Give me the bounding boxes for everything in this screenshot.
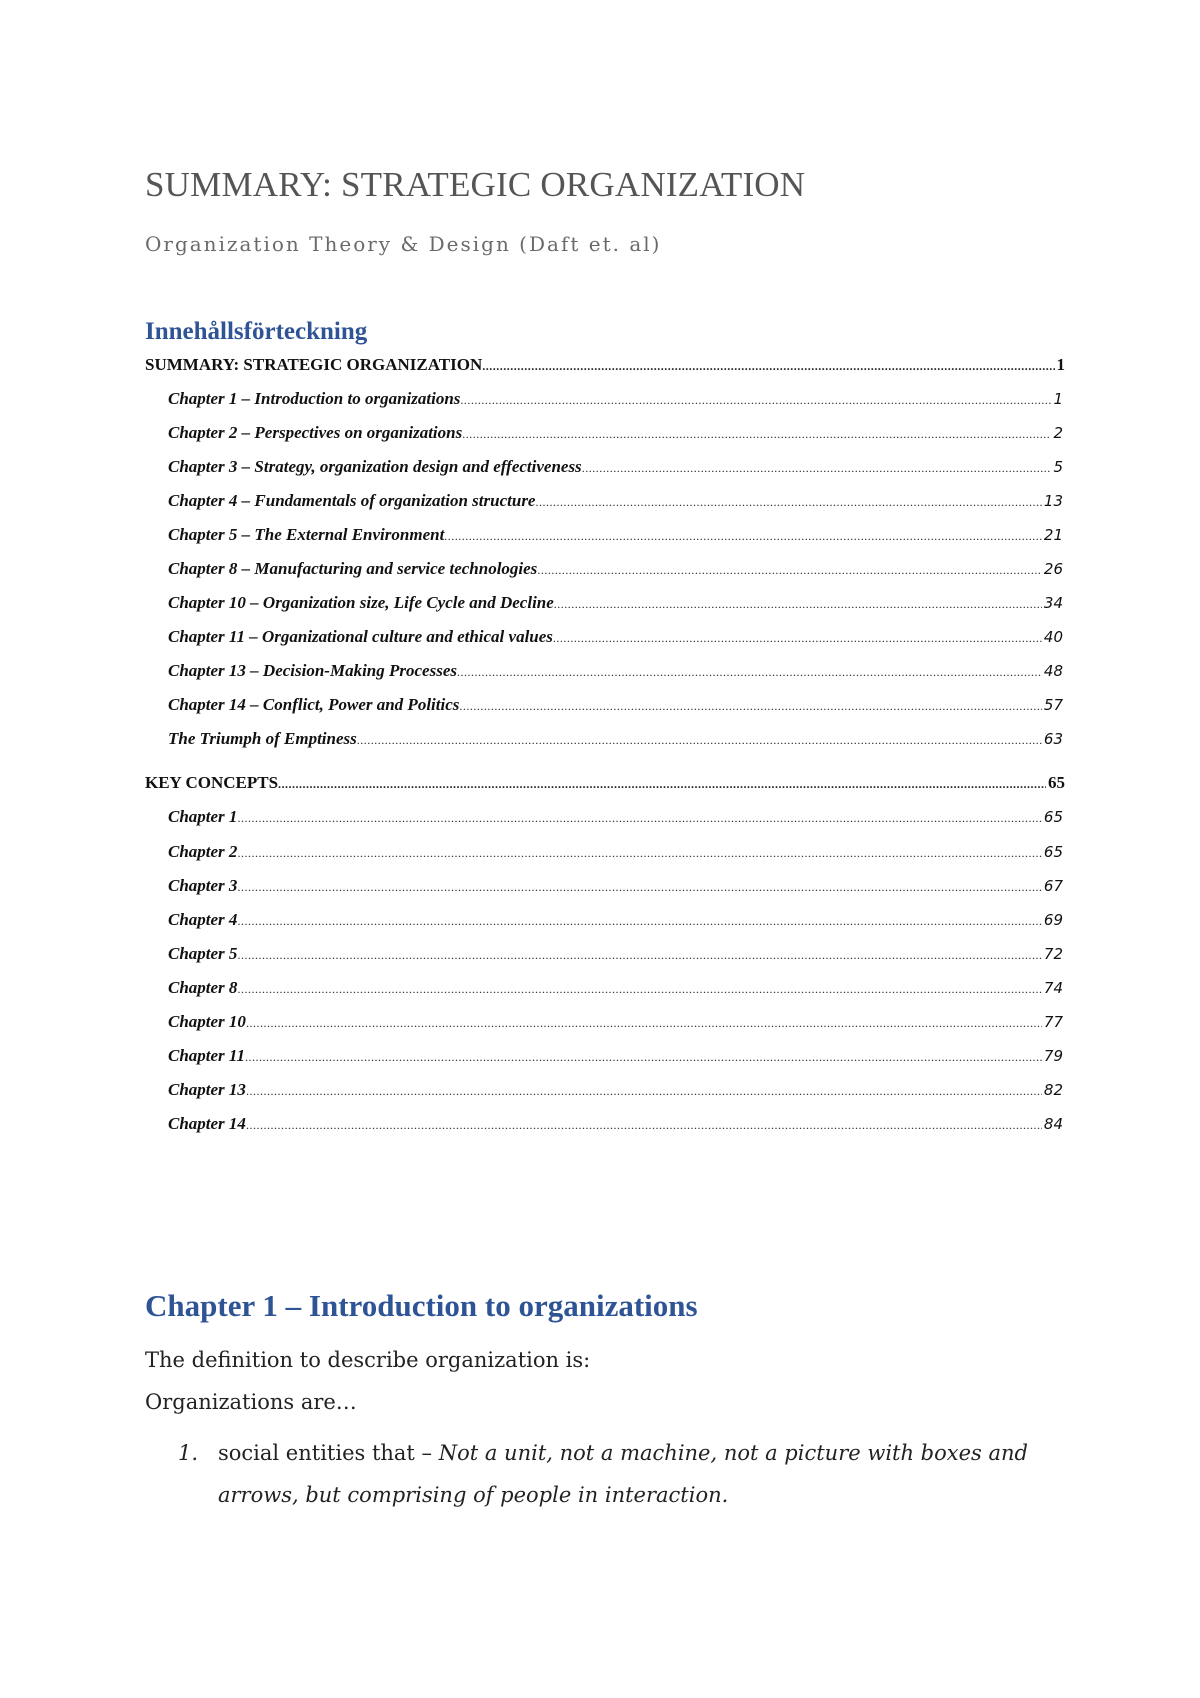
toc-entry-title: Chapter 10 [168,1012,246,1031]
toc-page-number: 72 [1043,945,1063,963]
toc-entry-chapter[interactable] [168,489,1063,513]
toc-dot-leader [246,1011,1042,1034]
toc-page-number: 21 [1043,526,1063,544]
body-paragraph: Organizations are… [145,1390,357,1414]
toc-entry-section[interactable] [145,771,1065,795]
toc-entry-title: Chapter 3 – Strategy, organization design and effectiveness [168,457,582,476]
toc-entry-title: The Triumph of Emptiness [168,729,357,748]
toc-entry-chapter[interactable] [168,421,1063,445]
toc-dot-leader [246,1113,1042,1136]
toc-page-number: 40 [1043,628,1063,646]
toc-entry-chapter[interactable] [168,1078,1063,1102]
toc-entry-chapter[interactable] [168,557,1063,581]
toc-page-number: 79 [1043,1047,1063,1065]
toc-dot-leader [459,694,1042,717]
toc-entry-title: Chapter 8 – Manufacturing and service technologies [168,559,538,578]
toc-entry-title: Chapter 5 [168,944,238,963]
toc-dot-leader [246,1079,1042,1102]
toc-entry-chapter[interactable] [168,942,1063,966]
numbered-list-item [178,1432,1058,1516]
toc-dot-leader [457,660,1042,683]
toc-entry-title: Chapter 8 [168,978,238,997]
toc-entry-chapter[interactable] [168,387,1063,411]
toc-entry-title: Chapter 4 – Fundamentals of organization structure [168,491,536,510]
toc-entry-chapter[interactable] [168,976,1063,1000]
body-paragraph: The definition to describe organization is: [145,1348,591,1372]
toc-page-number: 1 [1053,390,1063,408]
toc-entry-title: KEY CONCEPTS [145,773,279,792]
toc-entry-chapter[interactable] [168,625,1063,649]
toc-entry-title: Chapter 14 [168,1114,246,1133]
toc-entry-title: Chapter 1 – Introduction to organizations [168,389,461,408]
toc-entry-title: Chapter 13 [168,1080,246,1099]
toc-entry-chapter[interactable] [168,659,1063,683]
toc-entry-title: Chapter 2 [168,842,238,861]
toc-page-number: 26 [1043,560,1063,578]
toc-page-number: 34 [1043,594,1063,612]
toc-entry-title: Chapter 11 [168,1046,245,1065]
toc-entry-title: Chapter 1 [168,807,238,826]
toc-entry-title: Chapter 5 – The External Environment [168,525,445,544]
toc-page-number: 77 [1043,1013,1063,1031]
toc-dot-leader [482,354,1054,377]
toc-dot-leader [462,422,1051,445]
toc-page-number: 48 [1043,662,1063,680]
toc-dot-leader [245,1045,1042,1068]
toc-entry-section[interactable] [145,353,1065,377]
toc-page-number: 5 [1053,458,1063,476]
toc-page-number: 65 [1043,843,1063,861]
toc-entry-chapter[interactable] [168,523,1063,547]
toc-page-number: 67 [1043,877,1063,895]
toc-dot-leader [444,524,1042,547]
toc-dot-leader [237,841,1041,864]
toc-page-number: 69 [1043,911,1063,929]
toc-entry-chapter[interactable] [168,455,1063,479]
list-item-lead: social entities that – [218,1441,439,1465]
toc-entry-chapter[interactable] [168,727,1063,751]
toc-page-number: 1 [1056,355,1065,374]
toc-entry-chapter[interactable] [168,1010,1063,1034]
toc-entry-chapter[interactable] [168,874,1063,898]
toc-page-number: 57 [1043,696,1063,714]
list-item-emphasis: Not a unit, not a machine, not a picture with boxes and arrows, but comprising of people in interaction. [218,1441,1028,1507]
toc-entry-title: Chapter 13 – Decision-Making Processes [168,661,457,680]
toc-entry-chapter[interactable] [168,693,1063,717]
toc-dot-leader [537,558,1042,581]
toc-page-number: 65 [1043,808,1063,826]
toc-page-number: 65 [1048,773,1065,792]
toc-dot-leader [237,909,1041,932]
toc-entry-title: Chapter 10 – Organization size, Life Cycle and Decline [168,593,554,612]
document-title: SUMMARY: STRATEGIC ORGANIZATION [145,165,806,204]
toc-page-number: 84 [1043,1115,1063,1133]
toc-dot-leader [237,943,1041,966]
toc-page-number: 74 [1043,979,1063,997]
toc-entry-chapter[interactable] [168,805,1063,829]
toc-page-number: 82 [1043,1081,1063,1099]
toc-dot-leader [357,728,1042,751]
toc-entry-chapter[interactable] [168,1044,1063,1068]
toc-entry-title: Chapter 14 – Conflict, Power and Politics [168,695,460,714]
toc-page-number: 63 [1043,730,1063,748]
toc-dot-leader [237,806,1041,829]
toc-page-number: 2 [1053,424,1063,442]
toc-dot-leader [460,388,1051,411]
toc-entry-title: Chapter 4 [168,910,238,929]
toc-entry-chapter[interactable] [168,591,1063,615]
toc-entry-title: SUMMARY: STRATEGIC ORGANIZATION [145,355,483,374]
chapter-heading: Chapter 1 – Introduction to organizations [145,1288,698,1323]
toc-entry-chapter[interactable] [168,840,1063,864]
list-number: 1. [178,1441,199,1465]
toc-entry-title: Chapter 2 – Perspectives on organizations [168,423,463,442]
toc-dot-leader [278,772,1046,795]
toc-dot-leader [553,626,1042,649]
toc-heading: Innehållsförteckning [145,318,368,345]
toc-entry-title: Chapter 11 – Organizational culture and ethical values [168,627,553,646]
toc-dot-leader [237,875,1041,898]
toc-page-number: 13 [1043,492,1063,510]
toc-entry-chapter[interactable] [168,908,1063,932]
toc-dot-leader [554,592,1042,615]
document-subtitle: Organization Theory & Design (Daft et. al) [145,232,662,256]
toc-entry-title: Chapter 3 [168,876,238,895]
toc-dot-leader [582,456,1052,479]
list-item-text [218,1432,1058,1516]
toc-dot-leader [237,977,1041,1000]
toc-entry-chapter[interactable] [168,1112,1063,1136]
toc-dot-leader [535,490,1041,513]
